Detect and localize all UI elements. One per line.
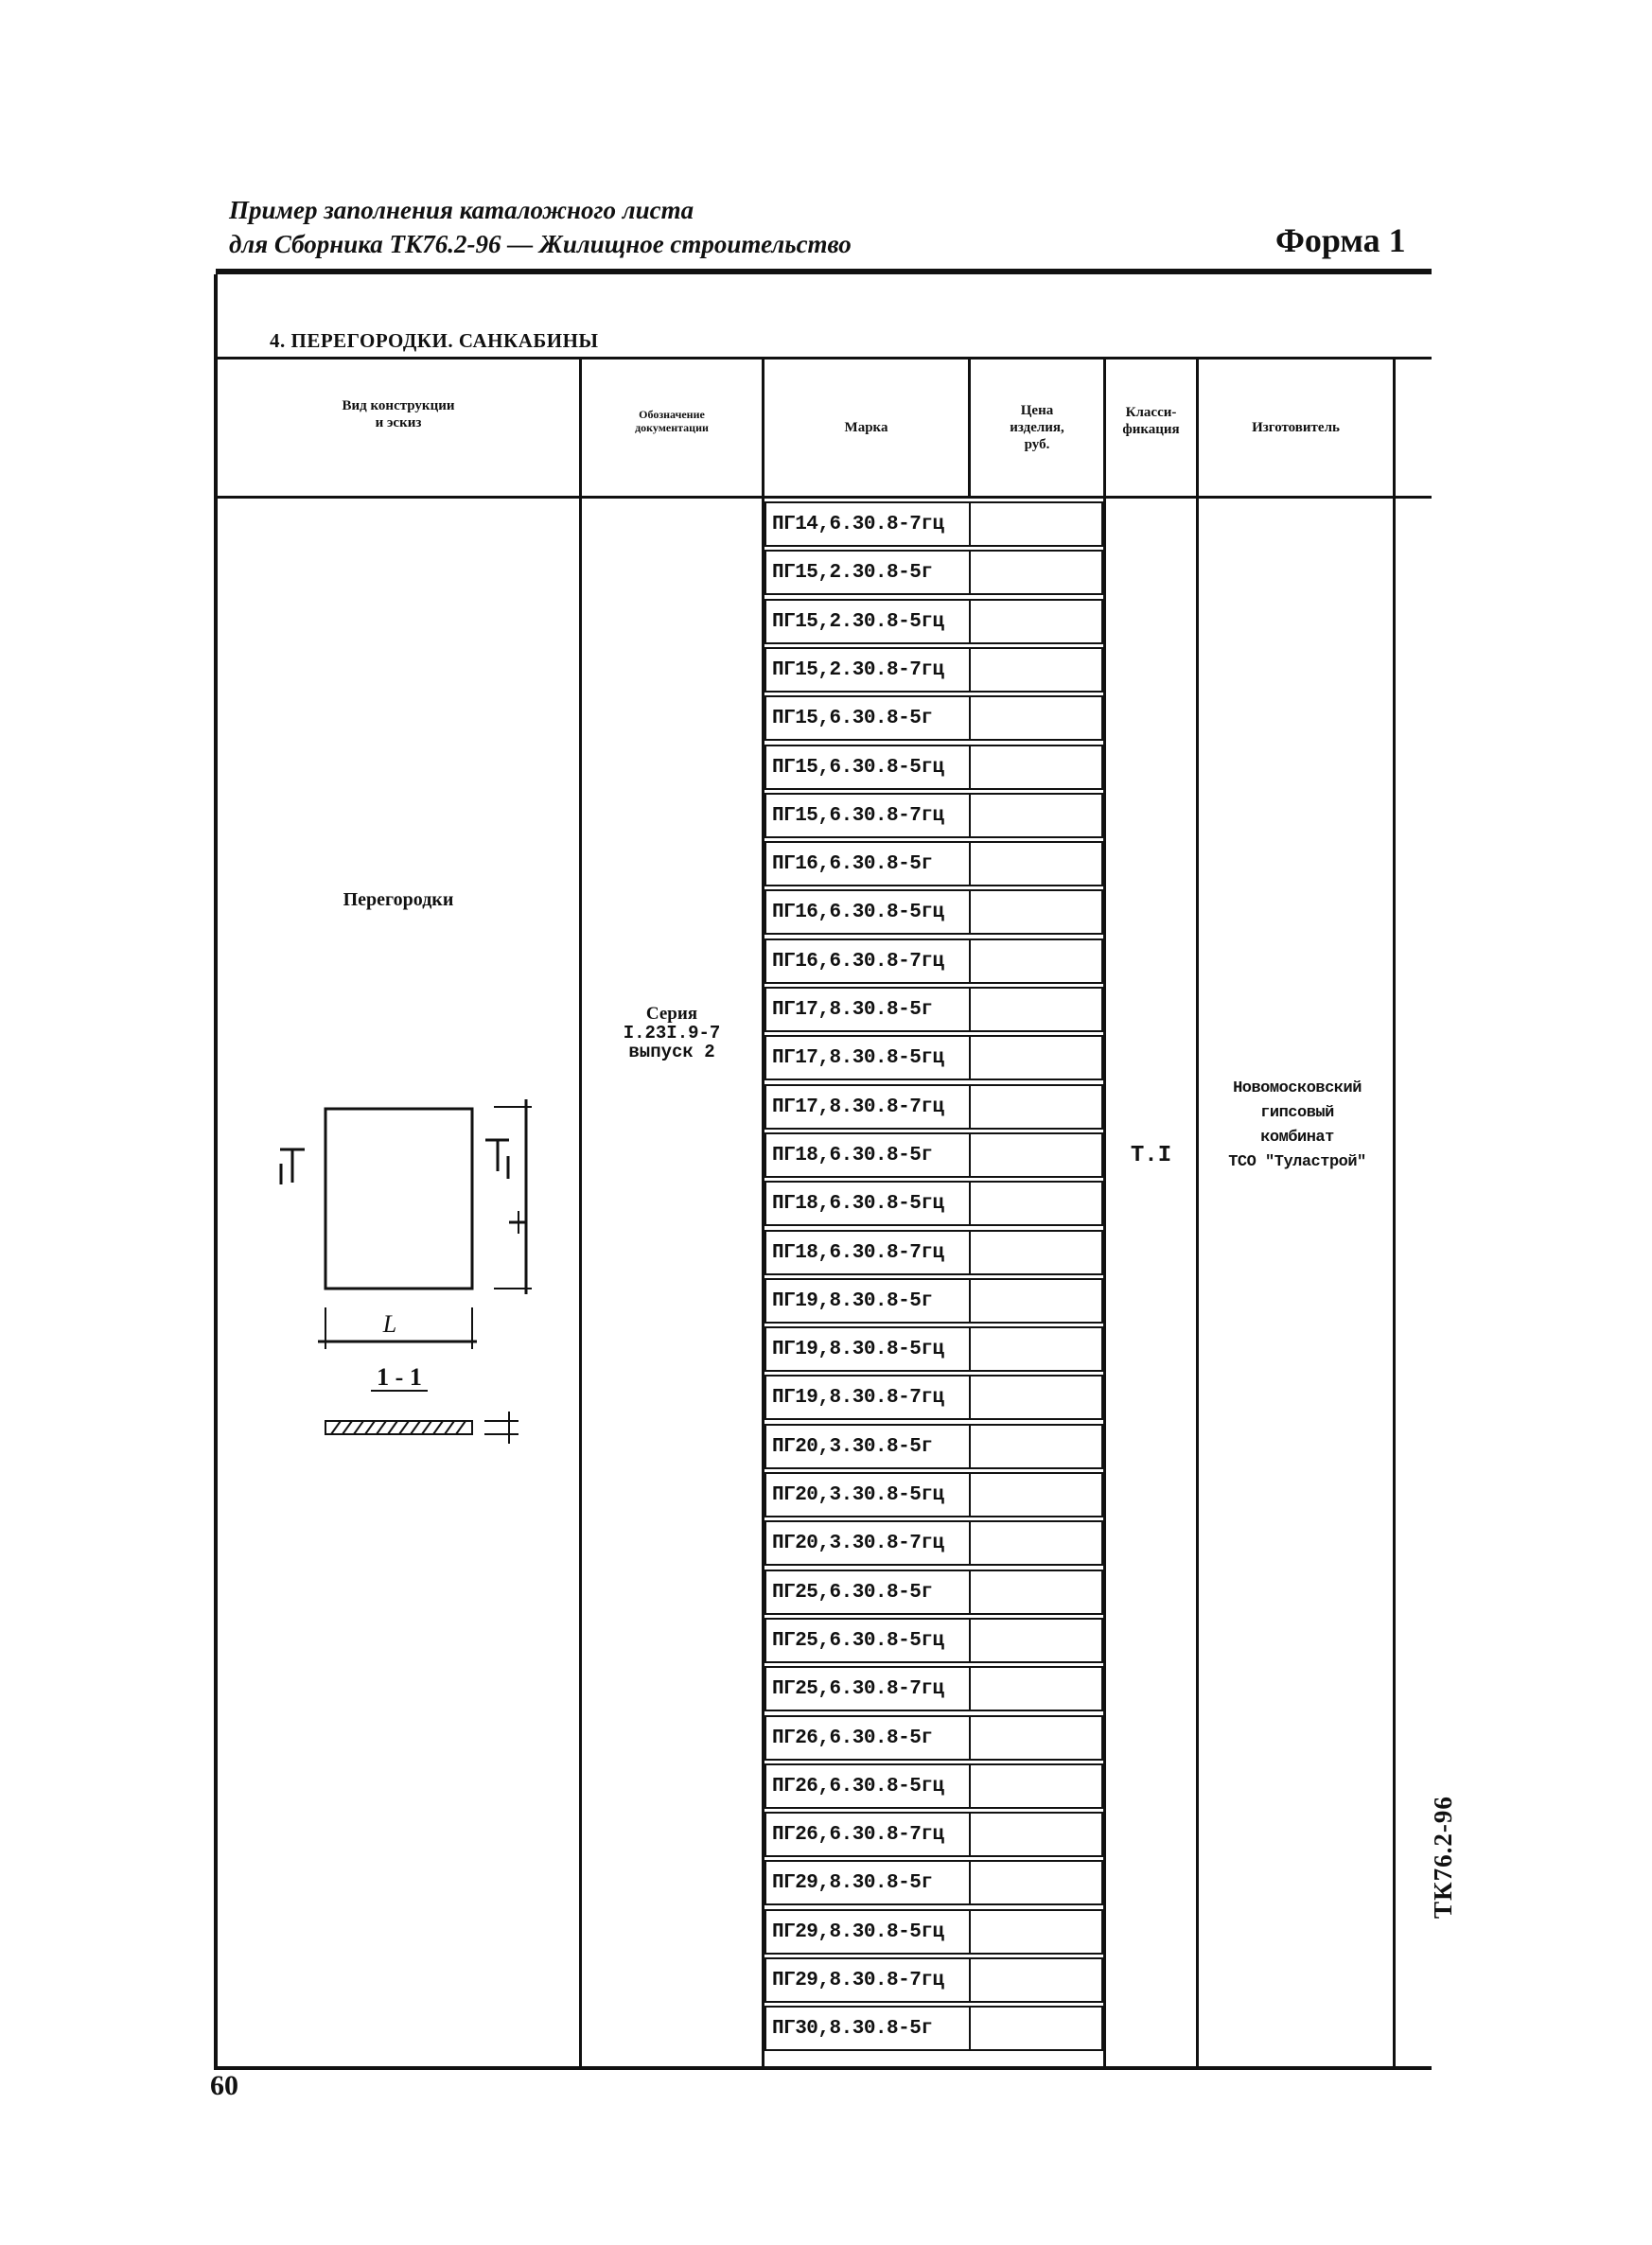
top-rule xyxy=(216,269,1432,274)
price-cell xyxy=(971,599,1103,644)
mark-cell: ПГ15,2.30.8-7гц xyxy=(764,647,971,693)
column-divider xyxy=(1393,360,1396,2066)
price-cell xyxy=(971,1375,1103,1420)
construction-type: Перегородки xyxy=(343,889,454,910)
price-cell xyxy=(971,1035,1103,1080)
price-cell xyxy=(971,1230,1103,1275)
mark-cell: ПГ18,6.30.8-5гц xyxy=(764,1181,971,1226)
mark-cell: ПГ15,6.30.8-7гц xyxy=(764,793,971,838)
mark-cell: ПГ17,8.30.8-7гц xyxy=(764,1084,971,1130)
mark-cell: ПГ25,6.30.8-5гц xyxy=(764,1618,971,1663)
mark-cell: ПГ17,8.30.8-5г xyxy=(764,987,971,1032)
mark-cell: ПГ29,8.30.8-5г xyxy=(764,1860,971,1905)
price-cell xyxy=(971,1666,1103,1711)
price-cell xyxy=(971,1957,1103,2003)
mark-cell: ПГ26,6.30.8-7гц xyxy=(764,1812,971,1857)
header-type: Вид конструкции и эскиз xyxy=(342,398,455,430)
mark-cell: ПГ16,6.30.8-5г xyxy=(764,841,971,886)
price-cell xyxy=(971,1812,1103,1857)
price-cell xyxy=(971,1860,1103,1905)
page-number: 60 xyxy=(210,2070,238,2101)
mark-cell: ПГ19,8.30.8-7гц xyxy=(764,1375,971,1420)
header-mark: Марка xyxy=(844,420,888,435)
mark-cell: ПГ15,6.30.8-5гц xyxy=(764,745,971,790)
form-label: Форма 1 xyxy=(1275,221,1406,259)
price-cell xyxy=(971,889,1103,935)
mark-cell: ПГ30,8.30.8-5г xyxy=(764,2006,971,2051)
header-line-1: Пример заполнения каталожного листа xyxy=(229,196,694,224)
price-cell xyxy=(971,1326,1103,1372)
document-header xyxy=(229,193,852,261)
series-designation: Серия I.23I.9-7 выпуск 2 xyxy=(623,1004,721,1062)
dimension-L-label: L xyxy=(382,1310,397,1338)
manufacturer-value: Новомосковский гипсовый комбинат ТСО "Туластрой" xyxy=(1228,1079,1366,1171)
mark-cell: ПГ18,6.30.8-5г xyxy=(764,1132,971,1178)
price-cell xyxy=(971,550,1103,595)
price-cell xyxy=(971,987,1103,1032)
mark-cell: ПГ20,3.30.8-5гц xyxy=(764,1472,971,1517)
mark-cell: ПГ17,8.30.8-5гц xyxy=(764,1035,971,1080)
section-label: 1 - 1 xyxy=(377,1363,422,1391)
price-cell xyxy=(971,1181,1103,1226)
price-cell xyxy=(971,793,1103,838)
price-cell xyxy=(971,841,1103,886)
header-classification: Класси- фикация xyxy=(1122,405,1180,437)
mark-cell: ПГ16,6.30.8-7гц xyxy=(764,938,971,984)
column-divider xyxy=(579,360,582,2066)
price-cell xyxy=(971,695,1103,741)
side-code: ТК76.2-96 xyxy=(1429,1796,1457,1919)
price-cell xyxy=(971,501,1103,547)
frame-left-border xyxy=(214,274,218,2070)
price-cell xyxy=(971,745,1103,790)
mark-cell: ПГ19,8.30.8-5г xyxy=(764,1278,971,1324)
mark-cell: ПГ29,8.30.8-7гц xyxy=(764,1957,971,2003)
mark-cell: ПГ25,6.30.8-7гц xyxy=(764,1666,971,1711)
table-header-bottom-rule xyxy=(218,496,1432,499)
mark-cell: ПГ26,6.30.8-5гц xyxy=(764,1763,971,1809)
price-cell xyxy=(971,1132,1103,1178)
mark-cell: ПГ26,6.30.8-5г xyxy=(764,1715,971,1761)
price-cell xyxy=(971,2006,1103,2051)
price-cell xyxy=(971,1570,1103,1615)
header-line-2: для Сборника ТК76.2-96 — Жилищное строительство xyxy=(229,230,852,258)
mark-cell: ПГ16,6.30.8-5гц xyxy=(764,889,971,935)
column-divider xyxy=(1196,360,1199,2066)
mark-cell: ПГ15,2.30.8-5г xyxy=(764,550,971,595)
price-cell xyxy=(971,647,1103,693)
mark-cell: ПГ25,6.30.8-5г xyxy=(764,1570,971,1615)
price-cell xyxy=(971,1084,1103,1130)
partition-sketch xyxy=(271,1088,554,1447)
mark-cell: ПГ14,6.30.8-7гц xyxy=(764,501,971,547)
mark-cell: ПГ19,8.30.8-5гц xyxy=(764,1326,971,1372)
section-title: 4. ПЕРЕГОРОДКИ. САНКАБИНЫ xyxy=(270,329,599,352)
price-cell xyxy=(971,1763,1103,1809)
price-cell xyxy=(971,1472,1103,1517)
header-price: Цена изделия, руб. xyxy=(1010,403,1064,452)
header-documentation: Обозначение документации xyxy=(635,408,709,434)
mark-cell: ПГ15,2.30.8-5гц xyxy=(764,599,971,644)
column-divider xyxy=(1103,360,1106,2066)
price-cell xyxy=(971,1909,1103,1955)
price-cell xyxy=(971,1618,1103,1663)
classification-value: T.I xyxy=(1130,1143,1172,1168)
header-manufacturer: Изготовитель xyxy=(1252,420,1340,435)
price-cell xyxy=(971,1424,1103,1469)
mark-cell: ПГ18,6.30.8-7гц xyxy=(764,1230,971,1275)
mark-cell: ПГ20,3.30.8-5г xyxy=(764,1424,971,1469)
price-cell xyxy=(971,1520,1103,1566)
frame-bottom-border xyxy=(214,2066,1432,2070)
mark-cell: ПГ20,3.30.8-7гц xyxy=(764,1520,971,1566)
mark-cell: ПГ29,8.30.8-5гц xyxy=(764,1909,971,1955)
price-cell xyxy=(971,938,1103,984)
mark-cell: ПГ15,6.30.8-5г xyxy=(764,695,971,741)
price-cell xyxy=(971,1278,1103,1324)
price-cell xyxy=(971,1715,1103,1761)
